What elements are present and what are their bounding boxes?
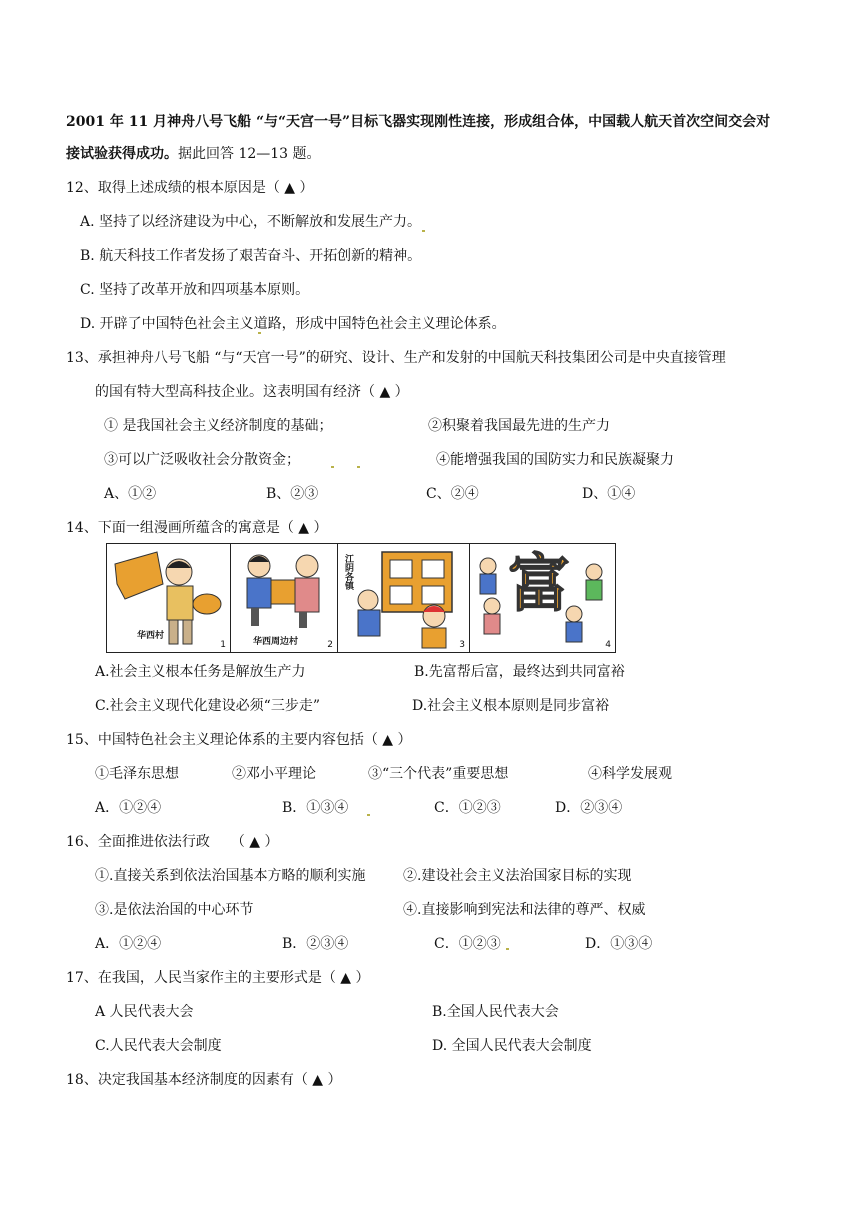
q14-option-a: A.社会主义根本任务是解放生产力 [95,664,306,680]
q16-statement-3: ③.是依法治国的中心环节 [95,902,254,918]
q12-option-d: D. 开辟了中国特色社会主义道路，形成中国特色社会主义理论体系。 [80,316,506,332]
q13-choice-d: D、①④ [582,486,636,502]
q16-choice-a: A．①②④ [95,936,162,952]
comic-panel-3-number: 3 [459,640,465,650]
comic-panel-3 [338,544,470,652]
scan-mark [357,466,360,468]
q13-choice-a: A、①② [104,486,157,502]
intro-line-2-tail: 据此回答 12—13 题。 [178,146,321,162]
q15-item-4: ④科学发展观 [588,766,672,782]
comic-panel-2-label: 华西周边村 [253,637,299,647]
comic-panel-1-illustration [107,544,230,652]
scan-mark [258,332,261,334]
q15-stem: 15、中国特色社会主义理论体系的主要内容包括（ ▲ ） [66,732,412,748]
q12-option-b: B. 航天科技工作者发扬了艰苦奋斗、开拓创新的精神。 [80,248,422,264]
q17-option-c: C.人民代表大会制度 [95,1038,222,1054]
q15-item-2: ②邓小平理论 [232,766,316,782]
q12-option-a: A. 坚持了以经济建设为中心，不断解放和发展生产力。 [80,214,422,230]
q16-choice-b: B．②③④ [282,936,349,952]
q13-statement-3: ③可以广泛吸收社会分散资金； [104,452,300,468]
comic-panel-2-number: 2 [327,640,333,650]
q13-statement-4: ④能增强我国的国防实力和民族凝聚力 [436,452,674,468]
q16-stem: 16、全面推进依法行政 （ ▲ ） [66,834,279,850]
q13-stem-1: 13、承担神舟八号飞船 “与“天宫一号”的研究、设计、生产和发射的中国航天科技集团公司是中央直接管理 [66,350,726,366]
q13-choice-c: C、②④ [426,486,479,502]
q17-stem: 17、在我国，人民当家作主的主要形式是（ ▲ ） [66,970,370,986]
scan-mark [422,230,425,232]
q18-stem: 18、决定我国基本经济制度的因素有（ ▲ ） [66,1072,342,1088]
q17-option-a: A 人民代表大会 [95,1004,194,1020]
q13-stem-2: 的国有特大型高科技企业。这表明国有经济（ ▲ ） [95,384,409,400]
scan-mark [367,814,370,816]
q14-option-c: C.社会主义现代化建设必须“三步走” [95,698,320,714]
intro-line-2-bold: 接试验获得成功。 [66,146,178,162]
q17-option-b: B.全国人民代表大会 [432,1004,559,1020]
q15-choice-a: A．①②④ [95,800,162,816]
comic-panel-4-number: 4 [605,640,611,650]
comic-panel-1-label: 华西村 [137,631,165,641]
q16-statement-1: ①.直接关系到依法治国基本方略的顺利实施 [95,868,366,884]
comic-strip [106,543,616,653]
q16-choice-c: C．①②③ [434,936,501,952]
scan-mark [331,466,334,468]
q15-item-1: ①毛泽东思想 [95,766,179,782]
q13-choice-b: B、②③ [266,486,319,502]
q15-item-3: ③“三个代表”重要思想 [368,766,509,782]
q16-choice-d: D．①③④ [585,936,653,952]
q15-choice-b: B．①③④ [282,800,349,816]
q17-option-d: D. 全国人民代表大会制度 [432,1038,592,1054]
q14-stem: 14、下面一组漫画所蕴含的寓意是（ ▲ ） [66,520,328,536]
q12-stem: 12、取得上述成绩的根本原因是（ ▲ ） [66,180,314,196]
q16-statement-2: ②.建设社会主义法治国家目标的实现 [403,868,632,884]
intro-line-2 [66,144,321,164]
q16-statement-4: ④.直接影响到宪法和法律的尊严、权威 [403,902,646,918]
q14-option-b: B.先富帮后富，最终达到共同富裕 [414,664,625,680]
comic-panel-1-number: 1 [220,640,226,650]
q15-choice-d: D．②③④ [555,800,623,816]
q14-option-d: D.社会主义根本原则是同步富裕 [412,698,610,714]
comic-panel-3-illustration [338,544,469,652]
scan-mark [506,948,509,950]
q13-statement-2: ②积聚着我国最先进的生产力 [428,418,610,434]
comic-panel-4-word: 富 [508,547,571,620]
comic-panel-1 [107,544,231,652]
q15-choice-c: C．①②③ [434,800,501,816]
comic-panel-4 [470,544,615,652]
intro-line-1: 2001 年 11 月神舟八号飞船 “与“天宫一号”目标飞器实现刚性连接，形成组合体，中国载人航天首次空间交会对 [66,114,771,130]
q12-option-c: C. 坚持了改革开放和四项基本原则。 [80,282,310,298]
comic-panel-2 [231,544,338,652]
comic-panel-3-label: 江阴各镇 [343,554,353,590]
q13-statement-1: ① 是我国社会主义经济制度的基础； [104,418,333,434]
